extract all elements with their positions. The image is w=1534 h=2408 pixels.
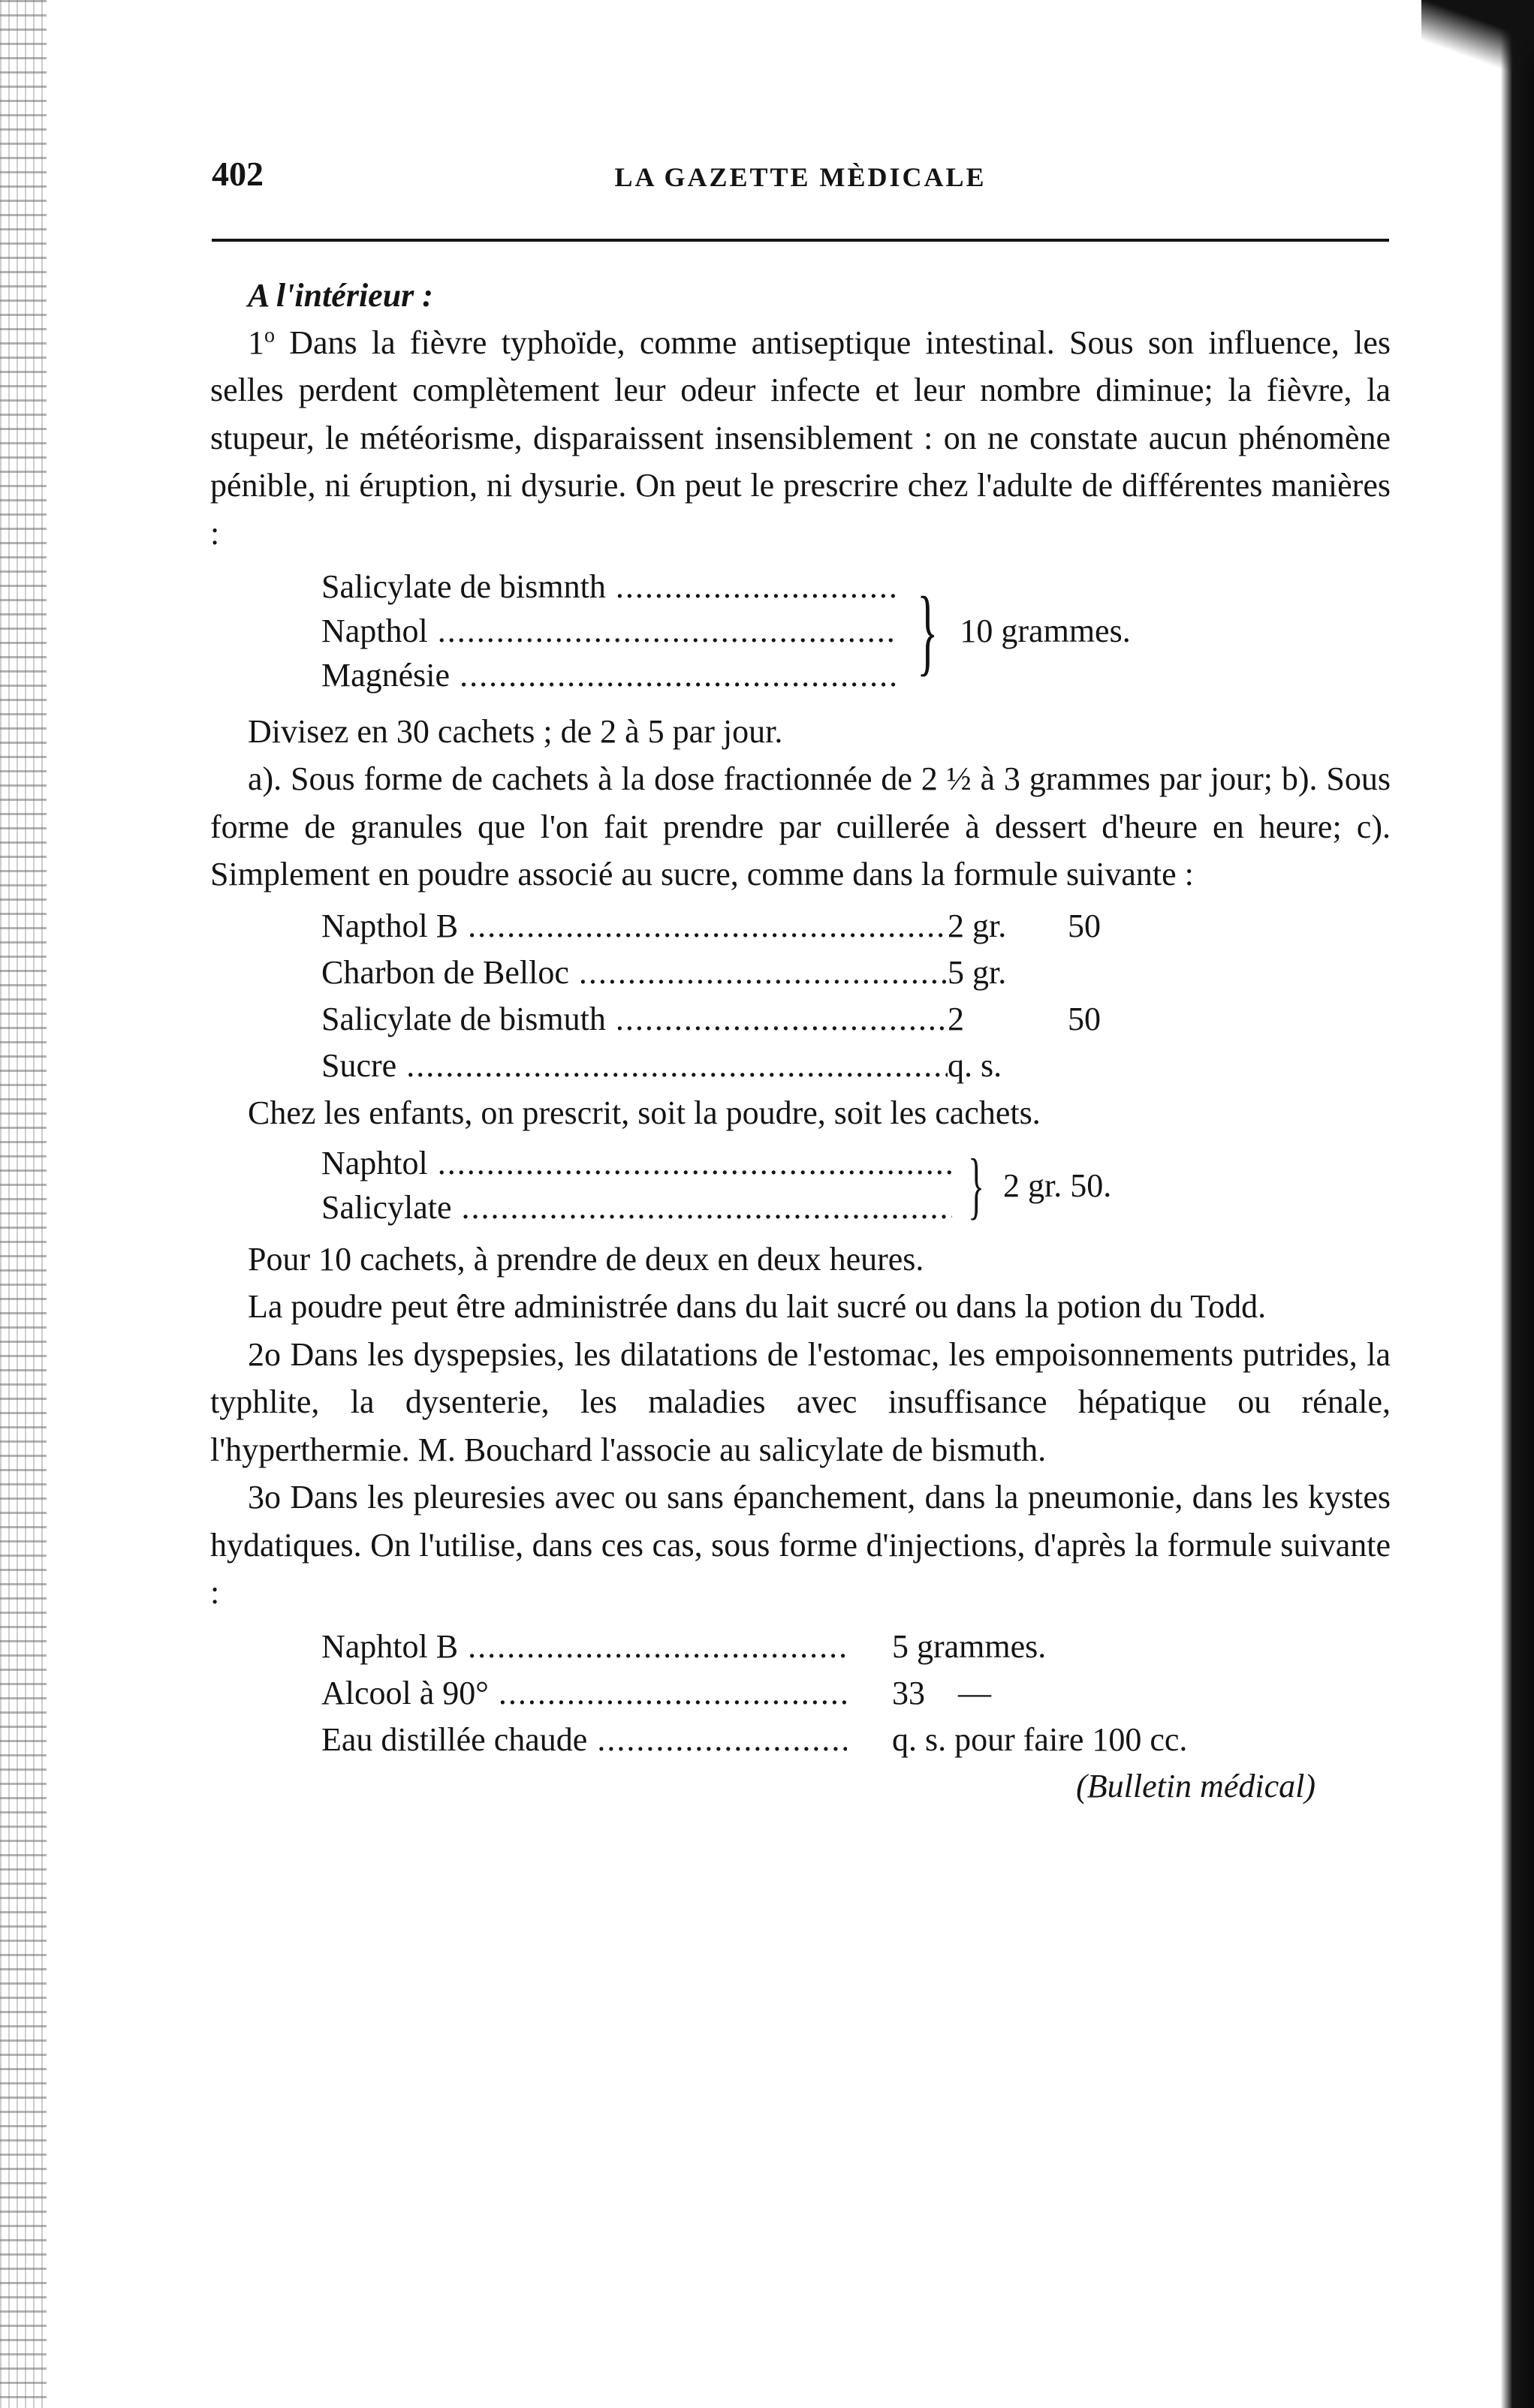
- formula-ingredient: Sucre .....: [321, 1043, 948, 1089]
- formula-quantity-fraction: 50: [1068, 907, 1101, 944]
- formula-adult: [321, 564, 1391, 697]
- paragraph-cachets: Pour 10 cachets, à prendre de deux en deux heures.: [248, 1241, 924, 1278]
- scan-corner-shadow: [1421, 0, 1534, 90]
- paragraph-typhoid: [210, 319, 1391, 557]
- formula-row: [321, 903, 1391, 950]
- paragraph-forms: a). Sous forme de cachets à la dose fractionnée de 2 ½ à 3 grammes par jour; b). Sous forme de granules que l'on fait prendre par cuillerée à dessert d'heure en heure; c). Simplement en poudre associé au sucre, comme dans la formule suivante :: [210, 760, 1391, 893]
- formula-row: [321, 1717, 1391, 1763]
- page-body: [210, 272, 1391, 1810]
- formula-quantity: 10 grammes.: [960, 613, 1131, 650]
- paragraph-dyspepsies: 2o Dans les dyspepsies, les dilatations de l'estomac, les empoisonnements putrides, la typhlite, la dysenterie, les maladies avec insuffisance hépatique ou rénale, l'hyperthermie. M. Bouchard l'associe au salicylate de bismuth.: [210, 1335, 1391, 1468]
- formula-row: [321, 1624, 1391, 1670]
- formula-quantity: q. s. pour faire 100 cc.: [892, 1721, 1188, 1759]
- formula-ingredient: Napthol .....: [321, 609, 898, 653]
- scan-right-edge: [1480, 0, 1534, 2408]
- formula-ingredient: Eau distillée chaude .....: [321, 1717, 847, 1763]
- formula-ingredient: Magnésie .....: [321, 653, 898, 697]
- formula-quantity: q. s.: [948, 1046, 1002, 1084]
- section-heading: A l'intérieur :: [248, 277, 433, 314]
- item-number: 1: [248, 324, 264, 361]
- item-number-superscript: o: [264, 324, 275, 348]
- formula-quantity: 2 gr. 50.: [1003, 1166, 1112, 1204]
- formula-quantity: 5 gr.: [948, 953, 1007, 991]
- formula-ingredient: Salicylate de bismuth .....: [321, 996, 948, 1043]
- page-number: 402: [212, 155, 264, 193]
- formula-quantity: 2 gr.: [948, 907, 1007, 944]
- paragraph-dosage: Divisez en 30 cachets ; de 2 à 5 par jour.: [248, 713, 783, 751]
- scan-left-edge: [0, 0, 47, 2408]
- brace-icon: }: [968, 1143, 984, 1227]
- formula-quantity: 5 grammes.: [892, 1628, 1047, 1666]
- formula-row: [321, 996, 1391, 1043]
- paragraph-children: Chez les enfants, on prescrit, soit la poudre, soit les cachets.: [248, 1094, 1041, 1131]
- running-head: LA GAZETTE MÈDICALE: [614, 162, 987, 192]
- paragraph-poudre: La poudre peut être administrée dans du lait sucré ou dans la potion du Todd.: [248, 1288, 1267, 1326]
- formula-row: [321, 1043, 1391, 1089]
- formula-ingredient: Salicylate de bismnth .....: [321, 564, 898, 609]
- formula-injection: [321, 1624, 1391, 1763]
- paragraph-text: Dans la fièvre typhoïde, comme antiseptique intestinal. Sous son influence, les selles perdent complètement leur odeur infecte et leur nombre diminue; la fièvre, la stupeur, le météorisme, disparaissent insensiblement : on ne constate aucun phénomène pénible, ni éruption, ni dysurie. On peut le prescrire chez l'adulte de différentes manières :: [210, 324, 1391, 552]
- formula-children: [321, 1141, 1391, 1230]
- formula-ingredient: Salicylate .....: [321, 1185, 952, 1230]
- header-rule: [212, 239, 1389, 242]
- brace-icon: }: [917, 576, 939, 685]
- paragraph-pleuresies: 3o Dans les pleuresies avec ou sans épanchement, dans la pneumonie, dans les kystes hydatiques. On l'utilise, dans ces cas, sous forme d'injections, d'après la formule suivante :: [210, 1479, 1391, 1611]
- formula-ingredient: Charbon de Belloc .....: [321, 950, 948, 996]
- formula-ingredient: Naphtol B .....: [321, 1624, 847, 1670]
- page-header: [212, 154, 1389, 199]
- formula-quantity: 2: [948, 1000, 964, 1037]
- source-citation: (Bulletin médical): [1076, 1768, 1316, 1805]
- formula-ingredient: Naphtol .....: [321, 1141, 952, 1185]
- formula-row: [321, 1670, 1391, 1717]
- formula-quantity: 33 —: [892, 1675, 991, 1712]
- formula-row: [321, 950, 1391, 996]
- formula-powder: [321, 903, 1391, 1089]
- formula-ingredient: Napthol B .....: [321, 903, 948, 950]
- formula-quantity-fraction: 50: [1068, 1000, 1101, 1037]
- formula-ingredient: Alcool à 90° .....: [321, 1670, 847, 1717]
